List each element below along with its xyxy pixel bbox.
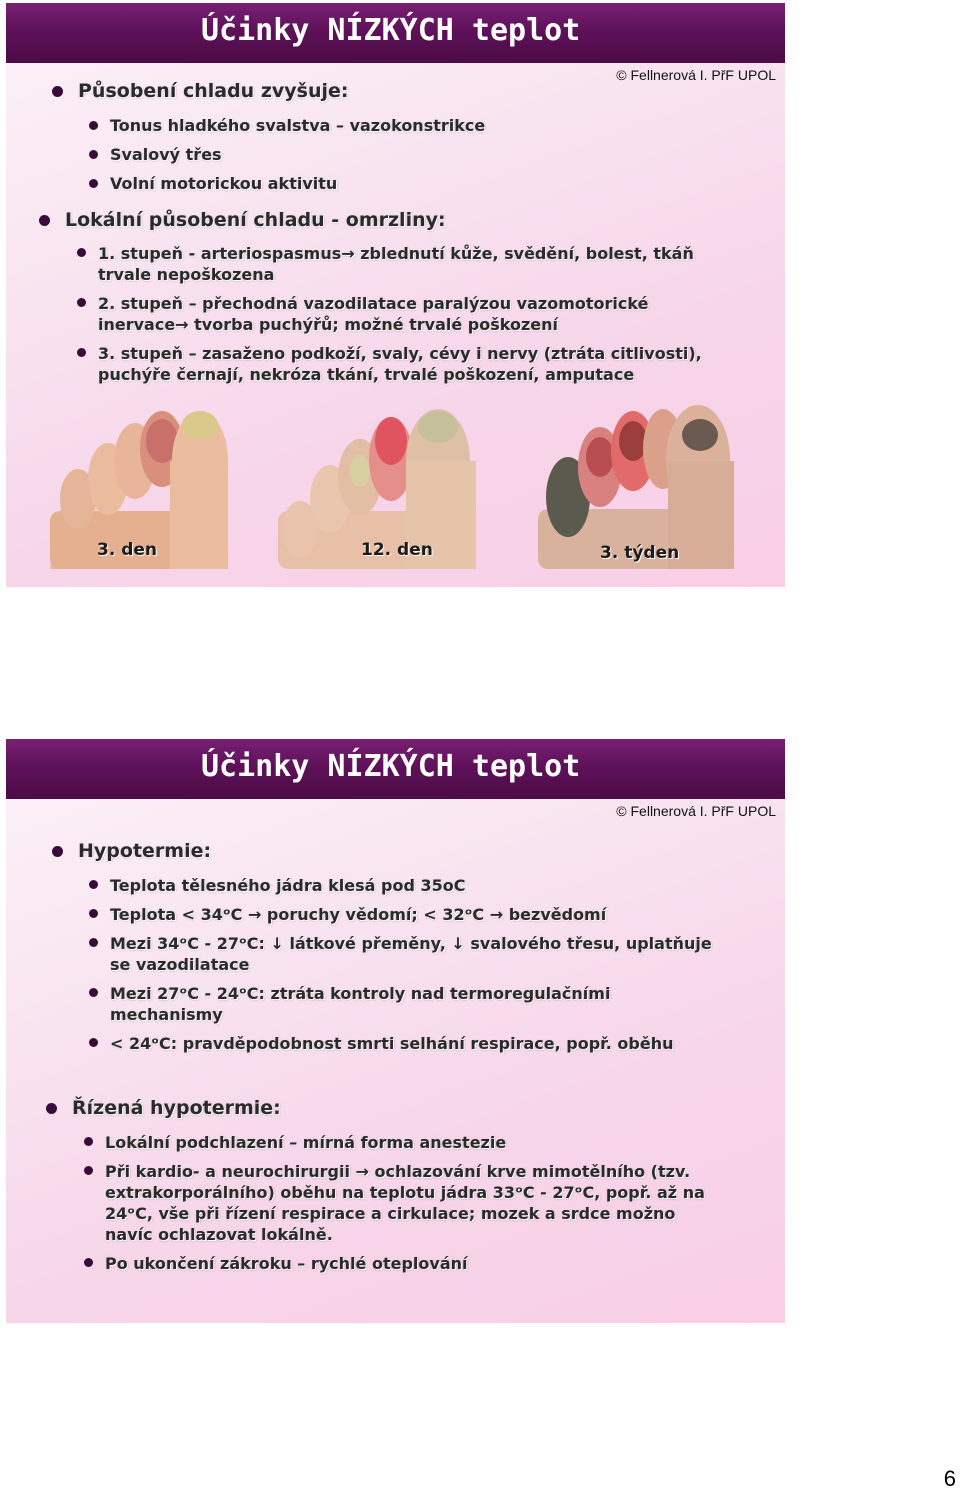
photo-label: 3. den [97,540,158,560]
list-item: Mezi 27ᵒC - 24ᵒC: ztráta kontroly nad termoregulačními mechanismy [110,983,610,1025]
bullet-icon [84,1166,93,1175]
photo-label: 3. týden [600,543,680,563]
list-item: Při kardio- a neurochirurgii → ochlazování krve mimotělního (tzv. extrakorporálního) oběhu na teplotu jádra 33ᵒC - 27ᵒC, popř. až na 24ᵒC, vše při řízení respirace a cirkulace; mozek a srdce možno navíc ochlazovat lokálně. [105,1161,705,1245]
bullet-icon [89,880,98,889]
copyright: © Fellnerová I. PřF UPOL [616,67,776,83]
bullet-icon [84,1137,93,1146]
slide-1 [6,3,785,587]
list-item: Teplota tělesného jádra klesá pod 35oC [110,875,465,896]
bullet-icon [52,846,63,857]
bullet-icon [77,248,86,257]
list-item: 1. stupeň - arteriospasmus→ zblednutí kůže, svědění, bolest, tkáň trvale nepoškozena [98,243,694,285]
bullet-icon [89,988,98,997]
bullet-icon [89,938,98,947]
list-item: Teplota < 34ᵒC → poruchy vědomí; < 32ᵒC → bezvědomí [110,904,606,925]
heading-frostbite: Lokální působení chladu - omrzliny: [65,209,446,231]
bullet-icon [89,909,98,918]
bullet-icon [89,1038,98,1047]
bullet-icon [39,215,50,226]
heading-controlled-hypothermia: Řízená hypotermie: [72,1097,281,1119]
heading-cold-effects: Působení chladu zvyšuje: [78,80,348,102]
photo-label: 12. den [361,540,433,560]
bullet-icon [52,86,63,97]
title-bar [6,739,785,799]
bullet-icon [89,121,98,130]
bullet-icon [89,179,98,188]
list-item: Svalový třes [110,145,222,164]
list-item: 3. stupeň – zasaženo podkoží, svaly, cévy i nervy (ztráta citlivosti), puchýře černají, nekróza tkání, trvalé poškození, amputace [98,343,702,385]
bullet-icon [77,348,86,357]
slide-2 [6,739,785,1323]
list-item: Lokální podchlazení – mírná forma anestezie [105,1132,506,1153]
bullet-icon [89,150,98,159]
slide-title: Účinky NÍZKÝCH teplot [201,749,581,784]
page-number: 6 [943,1466,956,1491]
heading-hypothermia: Hypotermie: [78,840,211,862]
bullet-icon [46,1103,57,1114]
bullet-icon [84,1258,93,1267]
list-item: Mezi 34ᵒC - 27ᵒC: ↓ látkové přeměny, ↓ svalového třesu, uplatňuje se vazodilatace [110,933,712,975]
list-item: Volní motorickou aktivitu [110,174,337,193]
list-item: Po ukončení zákroku – rychlé oteplování [105,1253,467,1274]
list-item: 2. stupeň – přechodná vazodilatace paralýzou vazomotorické inervace→ tvorba puchýřů; možné trvalé poškození [98,293,648,335]
bullet-icon [77,298,86,307]
copyright: © Fellnerová I. PřF UPOL [616,803,776,819]
slide-title: Účinky NÍZKÝCH teplot [201,13,581,48]
title-bar [6,3,785,63]
list-item: < 24ᵒC: pravděpodobnost smrti selhání respirace, popř. oběhu [110,1033,674,1054]
list-item: Tonus hladkého svalstva – vazokonstrikce [110,116,485,135]
